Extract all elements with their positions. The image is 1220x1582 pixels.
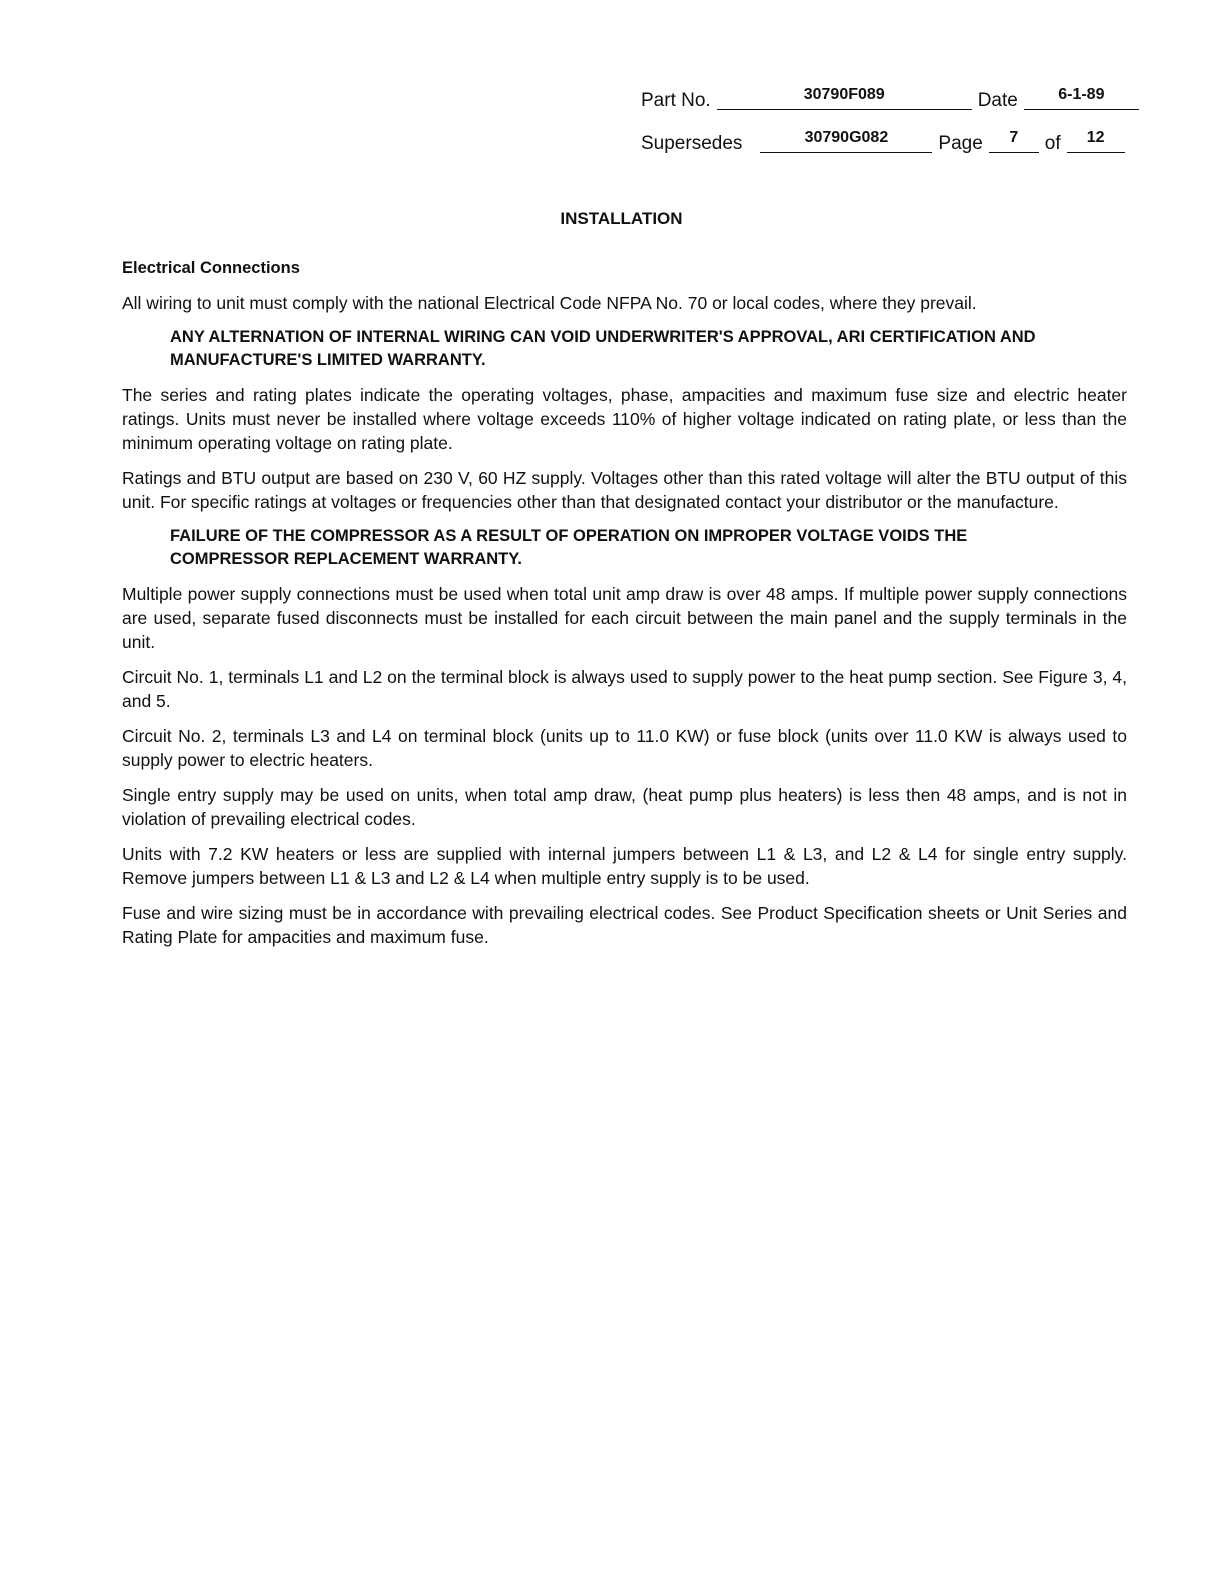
paragraph-jumpers: Units with 7.2 KW heaters or less are supplied with internal jumpers between L1 & L3, and L2 & L4 for single entry supply. Remove jumpers between L1 & L3 and L2 & L4 when multiple entry supply is to be used. — [122, 844, 1127, 888]
subheading: Electrical Connections — [122, 259, 300, 277]
date-label: Date — [977, 90, 1018, 111]
paragraph-wiring-code: All wiring to unit must comply with the national Electrical Code NFPA No. 70 or local codes, where they prevail. — [122, 293, 977, 313]
paragraph-multiple-power: Multiple power supply connections must be used when total unit amp draw is over 48 amps. If multiple power supply connections are used, separate fused disconnects must be installed for each circuit between the main panel and the supply terminals in the unit. — [122, 584, 1127, 652]
warning-internal-wiring: ANY ALTERNATION OF INTERNAL WIRING CAN VOID UNDERWRITER'S APPROVAL, ARI CERTIFICATION AND MANUFACTURE'S LIMITED WARRANTY. — [170, 328, 1036, 369]
paragraph-fuse-sizing: Fuse and wire sizing must be in accordance with prevailing electrical codes. See Product Specification sheets or Unit Series and Rating Plate for ampacities and maximum fuse. — [122, 903, 1127, 947]
paragraph-circuit-2: Circuit No. 2, terminals L3 and L4 on terminal block (units up to 11.0 KW) or fuse block (units over 11.0 KW is always used to supply power to electric heaters. — [122, 726, 1127, 770]
paragraph-single-entry: Single entry supply may be used on units, when total amp draw, (heat pump plus heaters) is less then 48 amps, and is not in violation of prevailing electrical codes. — [122, 785, 1127, 829]
supersedes-label: Supersedes — [641, 133, 743, 154]
part-no-value: 30790F089 — [717, 85, 972, 110]
document-header — [641, 84, 1161, 170]
header-row-supersedes — [641, 127, 1161, 155]
supersedes-value: 30790G082 — [760, 128, 932, 153]
date-value: 6-1-89 — [1024, 85, 1139, 110]
part-no-label: Part No. — [641, 90, 711, 111]
document-body — [122, 256, 1127, 960]
header-row-part — [641, 84, 1161, 112]
warning-compressor-voltage: FAILURE OF THE COMPRESSOR AS A RESULT OF OPERATION ON IMPROPER VOLTAGE VOIDS THE COMPRESSOR REPLACEMENT WARRANTY. — [170, 527, 968, 568]
page-value: 7 — [989, 128, 1039, 153]
paragraph-circuit-1: Circuit No. 1, terminals L1 and L2 on the terminal block is always used to supply power to the heat pump section. See Figure 3, 4, and 5. — [122, 667, 1127, 711]
section-title: INSTALLATION — [560, 209, 683, 228]
paragraph-btu-output: Ratings and BTU output are based on 230 V, 60 HZ supply. Voltages other than this rated voltage will alter the BTU output of this unit. For specific ratings at voltages or frequencies other than that designated contact your distributor or the manufacture. — [122, 468, 1127, 512]
paragraph-rating-plates: The series and rating plates indicate the operating voltages, phase, ampacities and maximum fuse size and electric heater ratings. Units must never be installed where voltage exceeds 110% of higher voltage indicated on rating plate, or less than the minimum operating voltage on rating plate. — [122, 385, 1127, 453]
of-label: of — [1044, 133, 1061, 154]
total-pages-value: 12 — [1067, 128, 1125, 153]
page-label: Page — [938, 133, 983, 154]
